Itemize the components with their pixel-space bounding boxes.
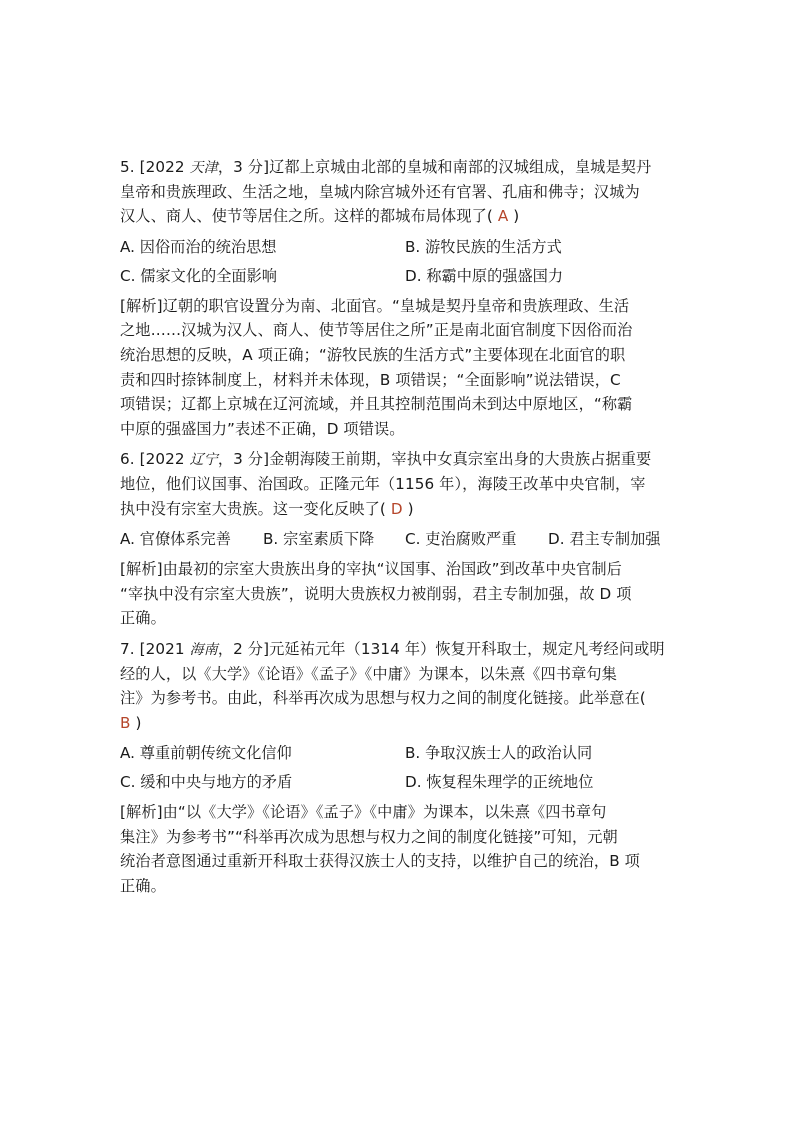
question-5 (120, 155, 672, 441)
answer-letter: B (120, 713, 131, 732)
answer-letter: A (492, 207, 514, 226)
question-line: 执中没有宗室大贵族。这一变化反映了( D ) (120, 499, 414, 518)
option-row (120, 233, 672, 262)
option-c: C. 吏治腐败严重 (405, 530, 517, 549)
question-line: 地位，他们议国事、治国政。正隆元年（1156 年），海陵王改革中央官制，宰 (120, 474, 646, 493)
question-line: 皇帝和贵族理政、生活之地，皇城内除宫城外还有官署、孔庙和佛寺；汉城为 (120, 182, 640, 201)
option-row (120, 768, 672, 797)
option-d: D. 君主专制加强 (548, 530, 661, 549)
analysis-line: 正确。 (120, 609, 166, 628)
option-row (120, 739, 672, 768)
option-b: B. 宗室素质下降 (263, 530, 375, 549)
analysis-line: [解析]由“以《大学》《论语》《孟子》《中庸》为课本，以朱熹《四书章句 (120, 803, 607, 822)
option-b: B. 争取汉族士人的政治认同 (405, 744, 593, 763)
option-d: D. 称霸中原的强盛国力 (405, 266, 564, 285)
question-6 (120, 447, 672, 631)
option-a: A. 官僚体系完善 (120, 530, 231, 549)
question-line: 经的人，以《大学》《论语》《孟子》《中庸》为课本，以朱熹《四书章句集 (120, 664, 617, 683)
analysis-line: 正确。 (120, 877, 166, 896)
answer-letter: D (385, 499, 408, 518)
analysis (120, 557, 672, 631)
analysis (120, 800, 672, 898)
analysis-line: 项错误；辽都上京城在辽河流域，并且其控制范围尚未到达中原地区，“称霸 (120, 395, 633, 414)
source-region: 天津 (189, 160, 218, 176)
analysis (120, 294, 672, 442)
option-c: C. 缓和中央与地方的矛盾 (120, 773, 293, 792)
analysis-line: 统治者意图通过重新开科取士获得汉族士人的支持，以维护自己的统治，B 项 (120, 852, 640, 871)
question-line: 5. [2022 天津，3 分]辽都上京城由北部的皇城和南部的汉城组成，皇城是契丹 (120, 158, 652, 176)
option-row (120, 525, 672, 554)
analysis-line: 之地……汉城为汉人、商人、使节等居住之所”正是南北面官制度下因俗而治 (120, 321, 633, 340)
analysis-line: 统治思想的反映，A 项正确；“游牧民族的生活方式”主要体现在北面官的职 (120, 345, 626, 364)
question-line: 注》为参考书。由此，科举再次成为思想与权力之间的制度化链接。此举意在( (120, 689, 646, 708)
source-region: 海南 (189, 641, 218, 658)
analysis-line: [解析]辽朝的职官设置分为南、北面官。“皇城是契丹皇帝和贵族理政、生活 (120, 296, 630, 315)
analysis-line: 集注》为参考书”“科举再次成为思想与权力之间的制度化链接”可知，元朝 (120, 827, 618, 846)
document-page (120, 152, 672, 899)
question-7 (120, 637, 672, 899)
analysis-line: [解析]由最初的宗室大贵族出身的宰执“议国事、治国政”到改革中央官制后 (120, 560, 622, 579)
option-a: A. 尊重前朝传统文化信仰 (120, 744, 292, 763)
option-b: B. 游牧民族的生活方式 (405, 237, 562, 256)
analysis-line: “宰执中没有宗室大贵族”，说明大贵族权力被削弱，君主专制加强，故 D 项 (120, 584, 632, 603)
option-d: D. 恢复程朱理学的正统地位 (405, 773, 594, 792)
question-line: B ) (120, 713, 142, 732)
option-a: A. 因俗而治的统治思想 (120, 237, 277, 256)
analysis-line: 中原的强盛国力”表述不正确，D 项错误。 (120, 419, 405, 438)
option-row (120, 262, 672, 291)
question-line: 6. [2022 辽宁，3 分]金朝海陵王前期，宰执中女真宗室出身的大贵族占据重要 (120, 450, 652, 469)
source-region: 辽宁 (189, 452, 218, 469)
analysis-line: 责和四时捺钵制度上，材料并未体现，B 项错误；“全面影响”说法错误，C (120, 370, 621, 389)
question-line: 汉人、商人、使节等居住之所。这样的都城布局体现了( A ) (120, 207, 520, 226)
question-line: 7. [2021 海南，2 分]元延祐元年（1314 年）恢复开科取士，规定凡考经问或明 (120, 639, 665, 658)
option-c: C. 儒家文化的全面影响 (120, 266, 277, 285)
